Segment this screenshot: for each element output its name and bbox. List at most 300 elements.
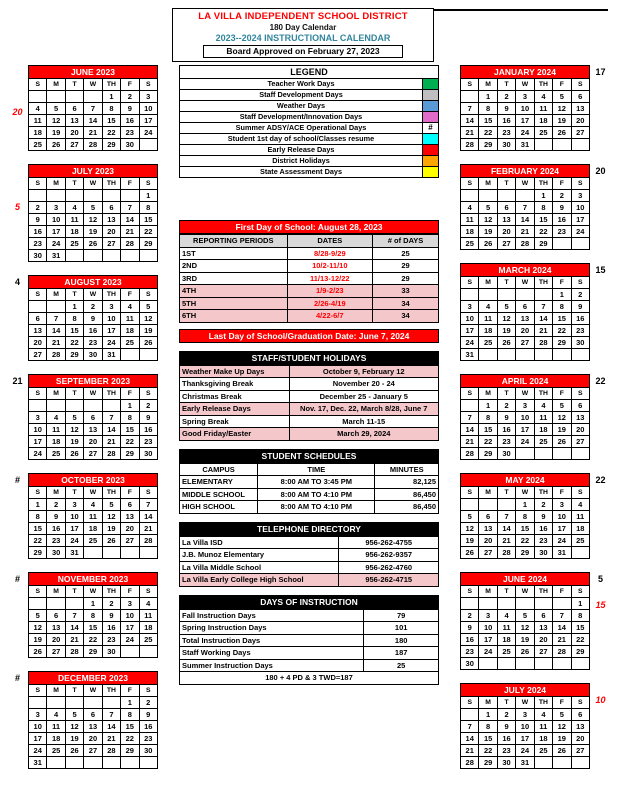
day-cell: 9	[47, 511, 65, 523]
table-row	[180, 428, 439, 441]
day-cell: 1	[516, 499, 534, 511]
week-row	[461, 646, 590, 658]
month-grid	[460, 387, 590, 460]
month-october-2023	[14, 473, 158, 559]
day-cell	[47, 400, 65, 412]
weekday-header: M	[47, 388, 65, 400]
day-cell: 11	[47, 424, 65, 436]
day-cell: 8	[479, 103, 497, 115]
day-cell	[571, 757, 589, 769]
day-cell	[121, 547, 139, 559]
day-cell: 26	[497, 337, 515, 349]
day-cell	[139, 139, 157, 151]
day-cell: 21	[121, 226, 139, 238]
day-cell: 25	[479, 337, 497, 349]
day-cell: 7	[534, 301, 552, 313]
day-cell: 3	[102, 301, 120, 313]
weekday-header: F	[121, 178, 139, 190]
legend-box	[179, 65, 439, 178]
day-cell: 15	[479, 733, 497, 745]
day-cell: 12	[102, 511, 120, 523]
day-cell: 12	[553, 412, 571, 424]
day-cell: 8	[65, 313, 83, 325]
month-grid	[460, 78, 590, 151]
legend-item	[180, 134, 438, 145]
day-cell: 22	[479, 436, 497, 448]
day-cell: 23	[497, 127, 515, 139]
day-cell: 2	[553, 190, 571, 202]
day-cell: 20	[47, 634, 65, 646]
day-cell: 10	[461, 313, 479, 325]
weekday-header: TH	[102, 178, 120, 190]
week-row	[29, 523, 158, 535]
week-row	[461, 634, 590, 646]
week-row	[461, 202, 590, 214]
day-cell: 3	[121, 598, 139, 610]
table-cell: 8/28-9/29	[287, 247, 373, 260]
weekday-header: T	[497, 79, 515, 91]
table-row	[180, 272, 439, 285]
top-rule	[434, 9, 608, 11]
day-cell: 6	[84, 412, 102, 424]
day-cell: 19	[461, 535, 479, 547]
day-cell: 22	[516, 535, 534, 547]
day-cell: 7	[553, 610, 571, 622]
day-cell: 26	[65, 448, 83, 460]
day-cell: 24	[516, 745, 534, 757]
month-june-2023	[12, 65, 158, 151]
weekday-header: T	[65, 178, 83, 190]
day-cell: 18	[571, 523, 589, 535]
day-cell: 19	[102, 523, 120, 535]
month-june-2024	[460, 572, 606, 670]
month-grid	[28, 387, 158, 460]
day-cell: 23	[121, 127, 139, 139]
month-march-2024	[460, 263, 606, 361]
table-row	[180, 365, 439, 378]
table-row	[180, 476, 439, 489]
week-row	[29, 709, 158, 721]
day-cell: 10	[139, 103, 157, 115]
day-cell	[139, 349, 157, 361]
day-cell: 22	[553, 325, 571, 337]
day-cell: 21	[553, 634, 571, 646]
table-cell: 2ND	[180, 260, 288, 273]
day-cell: 9	[534, 511, 552, 523]
day-cell: 15	[479, 115, 497, 127]
weekday-header: TH	[534, 79, 552, 91]
day-cell	[47, 190, 65, 202]
day-cell: 4	[121, 301, 139, 313]
day-cell: 26	[553, 745, 571, 757]
day-cell: 1	[534, 190, 552, 202]
weekday-header: M	[479, 277, 497, 289]
day-cell: 5	[497, 301, 515, 313]
weekday-header: S	[29, 79, 47, 91]
table-row	[180, 403, 439, 416]
day-cell: 30	[461, 658, 479, 670]
column-header: MINUTES	[375, 463, 439, 476]
day-cell: 30	[534, 547, 552, 559]
day-cell: 12	[553, 721, 571, 733]
table-row	[180, 415, 439, 428]
day-cell: 1	[65, 301, 83, 313]
day-cell: 31	[553, 547, 571, 559]
day-cell: 21	[102, 436, 120, 448]
day-cell: 12	[65, 721, 83, 733]
day-calendar-subtitle: 180 Day Calendar	[269, 23, 337, 32]
month-title: FEBRUARY 2024	[460, 164, 590, 177]
weekday-header: W	[84, 685, 102, 697]
month-day-count: 15	[595, 600, 606, 610]
month-grid	[460, 177, 590, 250]
day-cell: 1	[29, 499, 47, 511]
day-cell	[84, 400, 102, 412]
weekday-header: W	[84, 586, 102, 598]
day-cell: 19	[553, 733, 571, 745]
day-cell: 2	[121, 91, 139, 103]
day-cell: 13	[571, 412, 589, 424]
week-row	[29, 349, 158, 361]
day-cell: 25	[534, 745, 552, 757]
table-cell: Thanksgiving Break	[180, 378, 290, 391]
weekday-header: F	[553, 388, 571, 400]
weekday-header: M	[47, 685, 65, 697]
day-cell: 15	[65, 325, 83, 337]
weekday-header: T	[497, 277, 515, 289]
weekday-header: S	[139, 487, 157, 499]
weekday-header-row	[461, 697, 590, 709]
weekday-header-row	[29, 289, 158, 301]
month-december-2023	[14, 671, 158, 769]
day-cell: 30	[139, 745, 157, 757]
weekday-header: T	[65, 487, 83, 499]
weekday-header: M	[479, 697, 497, 709]
weekday-header: S	[29, 487, 47, 499]
week-row	[29, 337, 158, 349]
day-cell: 31	[102, 349, 120, 361]
month-grid	[460, 696, 590, 769]
day-cell: 21	[534, 325, 552, 337]
day-cell: 1	[139, 190, 157, 202]
month-title: JULY 2023	[28, 164, 158, 177]
day-cell: 6	[571, 709, 589, 721]
month-grid	[28, 486, 158, 559]
first-day-banner: First Day of School: August 28, 2023	[179, 220, 439, 234]
day-cell: 10	[571, 202, 589, 214]
weekday-header: W	[516, 79, 534, 91]
day-cell: 18	[497, 634, 515, 646]
day-cell: 5	[65, 709, 83, 721]
day-cell: 7	[121, 202, 139, 214]
calendar-title: 2023--2024 INSTRUCTIONAL CALENDAR	[215, 33, 391, 43]
day-cell: 7	[497, 511, 515, 523]
table-cell: 25	[364, 659, 439, 672]
day-cell: 30	[571, 337, 589, 349]
day-cell	[84, 697, 102, 709]
day-cell: 14	[516, 214, 534, 226]
day-cell: 16	[497, 424, 515, 436]
week-row	[461, 733, 590, 745]
day-cell: 17	[516, 424, 534, 436]
day-cell	[65, 250, 83, 262]
day-cell: 27	[65, 139, 83, 151]
day-cell: 6	[534, 610, 552, 622]
table-cell: Summer Instruction Days	[180, 659, 364, 672]
day-cell: 27	[571, 436, 589, 448]
day-cell	[121, 757, 139, 769]
day-cell: 13	[29, 325, 47, 337]
day-cell: 8	[534, 202, 552, 214]
month-day-count: 5	[597, 574, 603, 584]
day-cell: 5	[461, 511, 479, 523]
day-cell: 31	[65, 547, 83, 559]
red-legend-swatch	[422, 145, 438, 155]
day-cell: 18	[461, 226, 479, 238]
weekday-header: T	[65, 586, 83, 598]
day-cell: 22	[84, 634, 102, 646]
table-row	[180, 390, 439, 403]
day-cell: 11	[534, 721, 552, 733]
table-row	[180, 609, 439, 622]
column-header-row	[180, 235, 439, 248]
day-cell: 6	[516, 301, 534, 313]
day-cell: 12	[516, 622, 534, 634]
day-cell: 24	[121, 634, 139, 646]
month-grid	[28, 288, 158, 361]
weekday-header: S	[571, 79, 589, 91]
table-cell: 29	[373, 260, 439, 273]
weekday-header: T	[497, 586, 515, 598]
day-cell: 7	[84, 103, 102, 115]
table-cell: November 20 - 24	[289, 378, 438, 391]
day-cell: 15	[479, 424, 497, 436]
day-cell: 24	[102, 337, 120, 349]
day-cell: 29	[29, 547, 47, 559]
weekday-header: TH	[102, 388, 120, 400]
day-cell	[29, 598, 47, 610]
week-row	[29, 721, 158, 733]
day-cell	[516, 289, 534, 301]
day-cell: 24	[139, 127, 157, 139]
day-cell: 11	[65, 214, 83, 226]
day-cell: 17	[29, 733, 47, 745]
week-row	[461, 400, 590, 412]
legend-item	[180, 145, 438, 156]
weekday-header: S	[29, 586, 47, 598]
day-cell: 13	[516, 313, 534, 325]
week-row	[461, 511, 590, 523]
day-cell: 19	[29, 634, 47, 646]
holidays-section-title: STAFF/STUDENT HOLIDAYS	[179, 351, 439, 365]
day-cell: 13	[479, 523, 497, 535]
day-cell: 31	[47, 250, 65, 262]
day-cell: 15	[571, 622, 589, 634]
week-row	[461, 448, 590, 460]
day-cell: 5	[47, 103, 65, 115]
week-row	[461, 658, 590, 670]
day-cell: 5	[553, 400, 571, 412]
day-cell: 8	[553, 301, 571, 313]
month-july-2024	[460, 683, 606, 769]
last-day-banner: Last Day of School/Graduation Date: June 7, 2024	[179, 329, 439, 343]
day-cell: 1	[121, 697, 139, 709]
weekday-header: S	[461, 79, 479, 91]
schedules-table	[179, 463, 439, 514]
day-cell: 10	[65, 511, 83, 523]
table-cell: December 25 - January 5	[289, 390, 438, 403]
week-row	[29, 424, 158, 436]
month-september-2023	[12, 374, 158, 460]
day-cell	[534, 289, 552, 301]
day-cell: 21	[516, 226, 534, 238]
day-cell: 19	[65, 436, 83, 448]
month-grid	[28, 684, 158, 769]
day-cell: 17	[461, 325, 479, 337]
month-april-2024	[460, 374, 606, 460]
day-cell	[121, 190, 139, 202]
day-cell: 29	[479, 448, 497, 460]
legend-item	[180, 112, 438, 123]
month-title: JUNE 2023	[28, 65, 158, 78]
table-cell: March 29, 2024	[289, 428, 438, 441]
table-cell: 86,450	[375, 488, 439, 501]
day-cell: 16	[571, 313, 589, 325]
day-cell: 30	[139, 448, 157, 460]
day-cell: 19	[497, 325, 515, 337]
day-cell: 10	[29, 424, 47, 436]
table-cell: Fall Instruction Days	[180, 609, 364, 622]
weekday-header: TH	[534, 178, 552, 190]
day-cell: 28	[516, 238, 534, 250]
yellow-legend-swatch	[422, 167, 438, 177]
table-row	[180, 501, 439, 514]
day-cell: 8	[516, 511, 534, 523]
week-row	[461, 349, 590, 361]
day-cell: 24	[65, 535, 83, 547]
day-cell: 6	[121, 499, 139, 511]
weekday-header: W	[516, 178, 534, 190]
month-title: AUGUST 2023	[28, 275, 158, 288]
day-cell: 20	[571, 733, 589, 745]
table-cell: Nov. 17, Dec. 22, March 8/28, June 7	[289, 403, 438, 416]
day-cell: 24	[571, 226, 589, 238]
day-cell: 22	[102, 127, 120, 139]
day-cell: 28	[497, 547, 515, 559]
week-row	[461, 745, 590, 757]
day-cell: 2	[571, 289, 589, 301]
weekday-header-row	[29, 487, 158, 499]
week-row	[29, 412, 158, 424]
day-cell	[534, 757, 552, 769]
day-cell: 6	[84, 709, 102, 721]
day-cell: 18	[139, 622, 157, 634]
day-cell: 4	[29, 103, 47, 115]
instruction-section	[179, 609, 439, 685]
week-row	[461, 289, 590, 301]
day-cell: 4	[47, 709, 65, 721]
day-cell: 11	[29, 115, 47, 127]
blue-legend-swatch	[422, 101, 438, 111]
weekday-header: S	[461, 697, 479, 709]
day-cell: 24	[29, 745, 47, 757]
day-cell: 20	[571, 115, 589, 127]
day-cell	[102, 757, 120, 769]
day-cell: 22	[534, 226, 552, 238]
day-cell	[497, 349, 515, 361]
day-cell: 1	[553, 289, 571, 301]
day-cell: 5	[84, 202, 102, 214]
weekday-header: S	[461, 277, 479, 289]
weekday-header: TH	[534, 487, 552, 499]
week-row	[461, 436, 590, 448]
table-cell: Christmas Break	[180, 390, 290, 403]
day-cell	[571, 139, 589, 151]
day-cell: 5	[102, 499, 120, 511]
day-cell: 15	[121, 721, 139, 733]
day-cell: 11	[139, 610, 157, 622]
day-cell	[461, 598, 479, 610]
day-cell	[534, 598, 552, 610]
day-cell: 12	[479, 214, 497, 226]
day-cell	[102, 547, 120, 559]
weekday-header: T	[65, 388, 83, 400]
day-cell: 27	[29, 349, 47, 361]
legend-item-label: Early Release Days	[267, 145, 335, 154]
week-row	[461, 325, 590, 337]
week-row	[29, 745, 158, 757]
day-cell: 21	[84, 127, 102, 139]
table-cell: 1ST	[180, 247, 288, 260]
week-row	[29, 91, 158, 103]
day-cell: 3	[516, 400, 534, 412]
day-cell: 6	[479, 511, 497, 523]
day-cell: 3	[29, 709, 47, 721]
week-row	[29, 190, 158, 202]
weekday-header: S	[461, 388, 479, 400]
day-cell: 8	[121, 709, 139, 721]
day-cell: 15	[121, 424, 139, 436]
left-month-column	[12, 65, 158, 782]
table-cell: 101	[364, 622, 439, 635]
day-cell: 14	[102, 424, 120, 436]
day-cell	[516, 658, 534, 670]
day-cell: 10	[121, 610, 139, 622]
day-cell: 25	[139, 634, 157, 646]
day-cell: 13	[571, 721, 589, 733]
legend-title: LEGEND	[180, 66, 438, 79]
day-cell: 27	[84, 745, 102, 757]
day-cell	[47, 91, 65, 103]
day-cell: 11	[479, 313, 497, 325]
day-cell: 28	[139, 535, 157, 547]
day-cell: 30	[84, 349, 102, 361]
day-cell: 10	[102, 313, 120, 325]
weekday-header: M	[479, 586, 497, 598]
day-cell: 12	[553, 103, 571, 115]
weekday-header-row	[29, 685, 158, 697]
month-day-count: #	[14, 673, 20, 683]
day-cell	[47, 598, 65, 610]
day-cell: 19	[553, 115, 571, 127]
day-cell	[479, 190, 497, 202]
reporting-periods-section	[179, 234, 439, 323]
day-cell: 9	[139, 709, 157, 721]
day-cell: 14	[102, 721, 120, 733]
day-cell: 18	[534, 733, 552, 745]
day-cell	[553, 349, 571, 361]
day-cell: 16	[497, 115, 515, 127]
